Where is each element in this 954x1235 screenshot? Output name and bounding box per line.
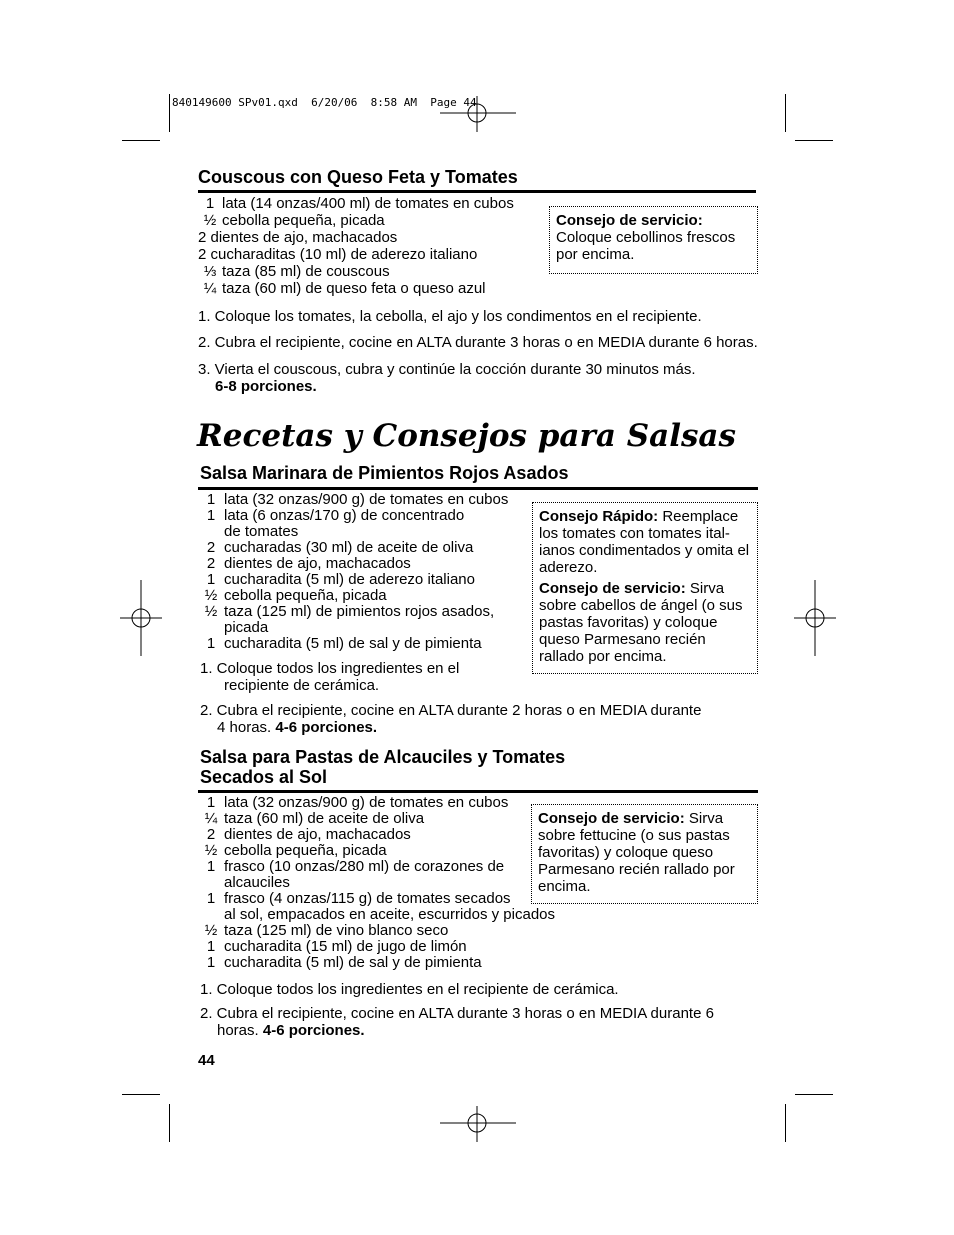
instruction-step xyxy=(198,361,696,395)
registration-mark-icon xyxy=(794,580,836,656)
ingredient-continuation: de tomates xyxy=(224,523,299,540)
ingredient-row xyxy=(198,636,508,652)
tip-text: Sirva sobre cabellos de ángel (o sus pastas favoritas) y coloque queso Parmesano recién rallado por encima. xyxy=(539,580,743,665)
ingredient-text: lata (32 onzas/900 g) de tomates en cubos xyxy=(224,794,509,811)
tip-text: Sirva sobre fettucine (o sus pastas favoritas) y coloque queso Parmesano recién rallado por encima. xyxy=(538,810,735,895)
crop-mark xyxy=(785,1104,786,1142)
instruction-step xyxy=(200,660,459,694)
ingredient-text: cucharadita (5 ml) de aderezo italiano xyxy=(224,571,475,588)
recipe-title: Salsa Marinara de Pimientos Rojos Asados xyxy=(200,463,569,483)
ingredient-qty: 2 xyxy=(206,539,216,556)
ingredient-qty: ½ xyxy=(203,212,217,229)
ingredient-text: taza (125 ml) de vino blanco seco xyxy=(224,922,449,939)
ingredient-qty: ¼ xyxy=(203,280,217,297)
yield-text: 4-6 porciones. xyxy=(262,1022,365,1039)
ingredient-qty: 1 xyxy=(206,858,216,875)
title-rule xyxy=(198,190,756,193)
ingredient-row xyxy=(198,939,555,955)
ingredient-text: dientes de ajo, machacados xyxy=(224,555,411,572)
ingredient-list xyxy=(198,196,514,297)
ingredient-row xyxy=(198,196,514,212)
ingredient-text: cebolla pequeña, picada xyxy=(224,842,387,859)
crop-mark xyxy=(122,140,160,141)
ingredient-qty: 1 xyxy=(206,794,216,811)
ingredient-text: dientes de ajo, machacados xyxy=(224,826,411,843)
step-text: 1. Coloque todos los ingredientes en el xyxy=(200,660,460,677)
ingredient-text: cebolla pequeña, picada xyxy=(224,587,387,604)
ingredient-text: taza (125 ml) de pimientos rojos asados, xyxy=(224,603,495,620)
ingredient-row xyxy=(198,811,555,827)
ingredient-qty: 1 xyxy=(205,195,215,212)
ingredient-qty: 1 xyxy=(206,507,216,524)
crop-mark xyxy=(169,94,170,132)
ingredient-row xyxy=(198,955,555,971)
ingredient-row xyxy=(198,604,508,620)
serving-tip-box xyxy=(549,206,758,274)
crop-mark xyxy=(122,1094,160,1095)
tip-text: Reemplace los tomates con tomates ital-ianos condimentados y omita el aderezo. xyxy=(539,508,750,576)
ingredient-qty: ½ xyxy=(204,603,218,620)
tip-label: Consejo de servicio: xyxy=(538,810,685,827)
ingredient-qty: ½ xyxy=(204,842,218,859)
instruction-step: 1. Coloque los tomates, la cebolla, el ajo y los condimentos en el recipiente. xyxy=(198,308,702,325)
ingredient-qty: ¼ xyxy=(204,810,218,827)
ingredient-text: cebolla pequeña, picada xyxy=(222,212,385,229)
step-text: 2. Cubra el recipiente, cocine en ALTA durante 3 horas o en MEDIA durante 6 xyxy=(200,1005,714,1022)
tips-box xyxy=(532,502,758,674)
instruction-step xyxy=(200,702,701,736)
ingredient-row xyxy=(198,827,555,843)
serving-tip-box xyxy=(531,804,758,904)
ingredient-qty: ½ xyxy=(204,922,218,939)
ingredient-text: 2 dientes de ajo, machacados xyxy=(198,229,398,246)
instruction-step: 2. Cubra el recipiente, cocine en ALTA durante 3 horas o en MEDIA durante 6 horas. xyxy=(198,334,758,351)
title-rule xyxy=(198,790,758,793)
file-slug: 840149600 SPv01.qxd 6/20/06 8:58 AM Page 44 xyxy=(172,96,477,109)
tip-text: Coloque cebollinos frescos por encima. xyxy=(556,229,736,263)
yield-text: 4-6 porciones. xyxy=(275,719,378,736)
ingredient-text: lata (14 onzas/400 ml) de tomates en cubos xyxy=(222,195,514,212)
ingredient-qty: 2 xyxy=(206,555,216,572)
ingredient-qty: 2 xyxy=(206,826,216,843)
crop-mark xyxy=(169,1104,170,1142)
ingredient-list xyxy=(198,795,555,971)
ingredient-row xyxy=(198,859,555,875)
ingredient-row xyxy=(198,795,555,811)
crop-mark xyxy=(785,94,786,132)
recipe-title: Couscous con Queso Feta y Tomates xyxy=(198,167,518,187)
ingredient-text: taza (85 ml) de couscous xyxy=(222,263,390,280)
ingredient-row xyxy=(198,247,514,263)
ingredient-row xyxy=(198,556,508,572)
ingredient-qty: 1 xyxy=(206,938,216,955)
ingredient-text: cucharadita (15 ml) de jugo de limón xyxy=(224,938,467,955)
ingredient-row xyxy=(198,230,514,246)
ingredient-text: taza (60 ml) de queso feta o queso azul xyxy=(222,280,486,297)
ingredient-row xyxy=(198,264,514,280)
step-text: 4 horas. xyxy=(217,719,272,736)
ingredient-text: lata (32 onzas/900 g) de tomates en cubos xyxy=(224,491,509,508)
page-number: 44 xyxy=(198,1052,215,1069)
ingredient-qty: 1 xyxy=(206,890,216,907)
instruction-step: 1. Coloque todos los ingredientes en el recipiente de cerámica. xyxy=(200,981,619,998)
ingredient-text: lata (6 onzas/170 g) de concentrado xyxy=(224,507,465,524)
ingredient-row xyxy=(198,508,508,524)
ingredient-text: frasco (4 onzas/115 g) de tomates secados xyxy=(224,890,511,907)
ingredient-row xyxy=(198,923,555,939)
ingredient-continuation: picada xyxy=(224,619,269,636)
ingredient-row xyxy=(198,843,555,859)
serving-tip xyxy=(539,580,751,665)
ingredient-row xyxy=(198,281,514,297)
instruction-step xyxy=(200,1005,714,1039)
ingredient-text: frasco (10 onzas/280 ml) de corazones de xyxy=(224,858,505,875)
ingredient-text: cucharadas (30 ml) de aceite de oliva xyxy=(224,539,474,556)
ingredient-qty: 1 xyxy=(206,954,216,971)
ingredient-text: cucharadita (5 ml) de sal y de pimienta xyxy=(224,635,482,652)
ingredient-qty: 1 xyxy=(206,571,216,588)
yield-text: 6-8 porciones. xyxy=(215,378,317,395)
registration-mark-icon xyxy=(440,96,516,132)
recipe-title-line: Secados al Sol xyxy=(200,767,328,787)
crop-mark xyxy=(795,140,833,141)
ingredient-qty: 1 xyxy=(206,635,216,652)
tip-label: Consejo Rápido: xyxy=(539,508,659,525)
step-text: 2. Cubra el recipiente, cocine en ALTA durante 2 horas o en MEDIA durante xyxy=(200,702,702,719)
ingredient-row xyxy=(198,588,508,604)
ingredient-continuation: alcauciles xyxy=(224,874,290,891)
quick-tip xyxy=(539,508,751,576)
ingredient-row xyxy=(198,213,514,229)
ingredient-row xyxy=(198,540,508,556)
ingredient-qty: ½ xyxy=(204,587,218,604)
ingredient-row xyxy=(198,572,508,588)
step-text: horas. xyxy=(217,1022,259,1039)
ingredient-list xyxy=(198,492,508,652)
ingredient-text: cucharadita (5 ml) de sal y de pimienta xyxy=(224,954,482,971)
ingredient-text: 2 cucharaditas (10 ml) de aderezo italiano xyxy=(198,246,478,263)
step-text: 3. Vierta el couscous, cubra y continúe la cocción durante 30 minutos más. xyxy=(198,361,696,378)
step-text: recipiente de cerámica. xyxy=(224,677,380,694)
ingredient-row xyxy=(198,492,508,508)
recipe-title xyxy=(200,747,565,787)
ingredient-continuation: al sol, empacados en aceite, escurridos y picados xyxy=(224,906,556,923)
ingredient-row xyxy=(198,891,555,907)
registration-mark-icon xyxy=(120,580,162,656)
ingredient-text: taza (60 ml) de aceite de oliva xyxy=(224,810,425,827)
tip-label: Consejo de servicio: xyxy=(556,212,703,229)
crop-mark xyxy=(795,1094,833,1095)
ingredient-qty: ⅓ xyxy=(203,263,217,280)
registration-mark-icon xyxy=(440,1106,516,1142)
tip-label: Consejo de servicio: xyxy=(539,580,686,597)
ingredient-qty: 1 xyxy=(206,491,216,508)
title-rule xyxy=(198,487,758,490)
recipe-title-line: Salsa para Pastas de Alcauciles y Tomates xyxy=(200,747,566,767)
section-title: Recetas y Consejos para Salsas xyxy=(197,418,736,454)
